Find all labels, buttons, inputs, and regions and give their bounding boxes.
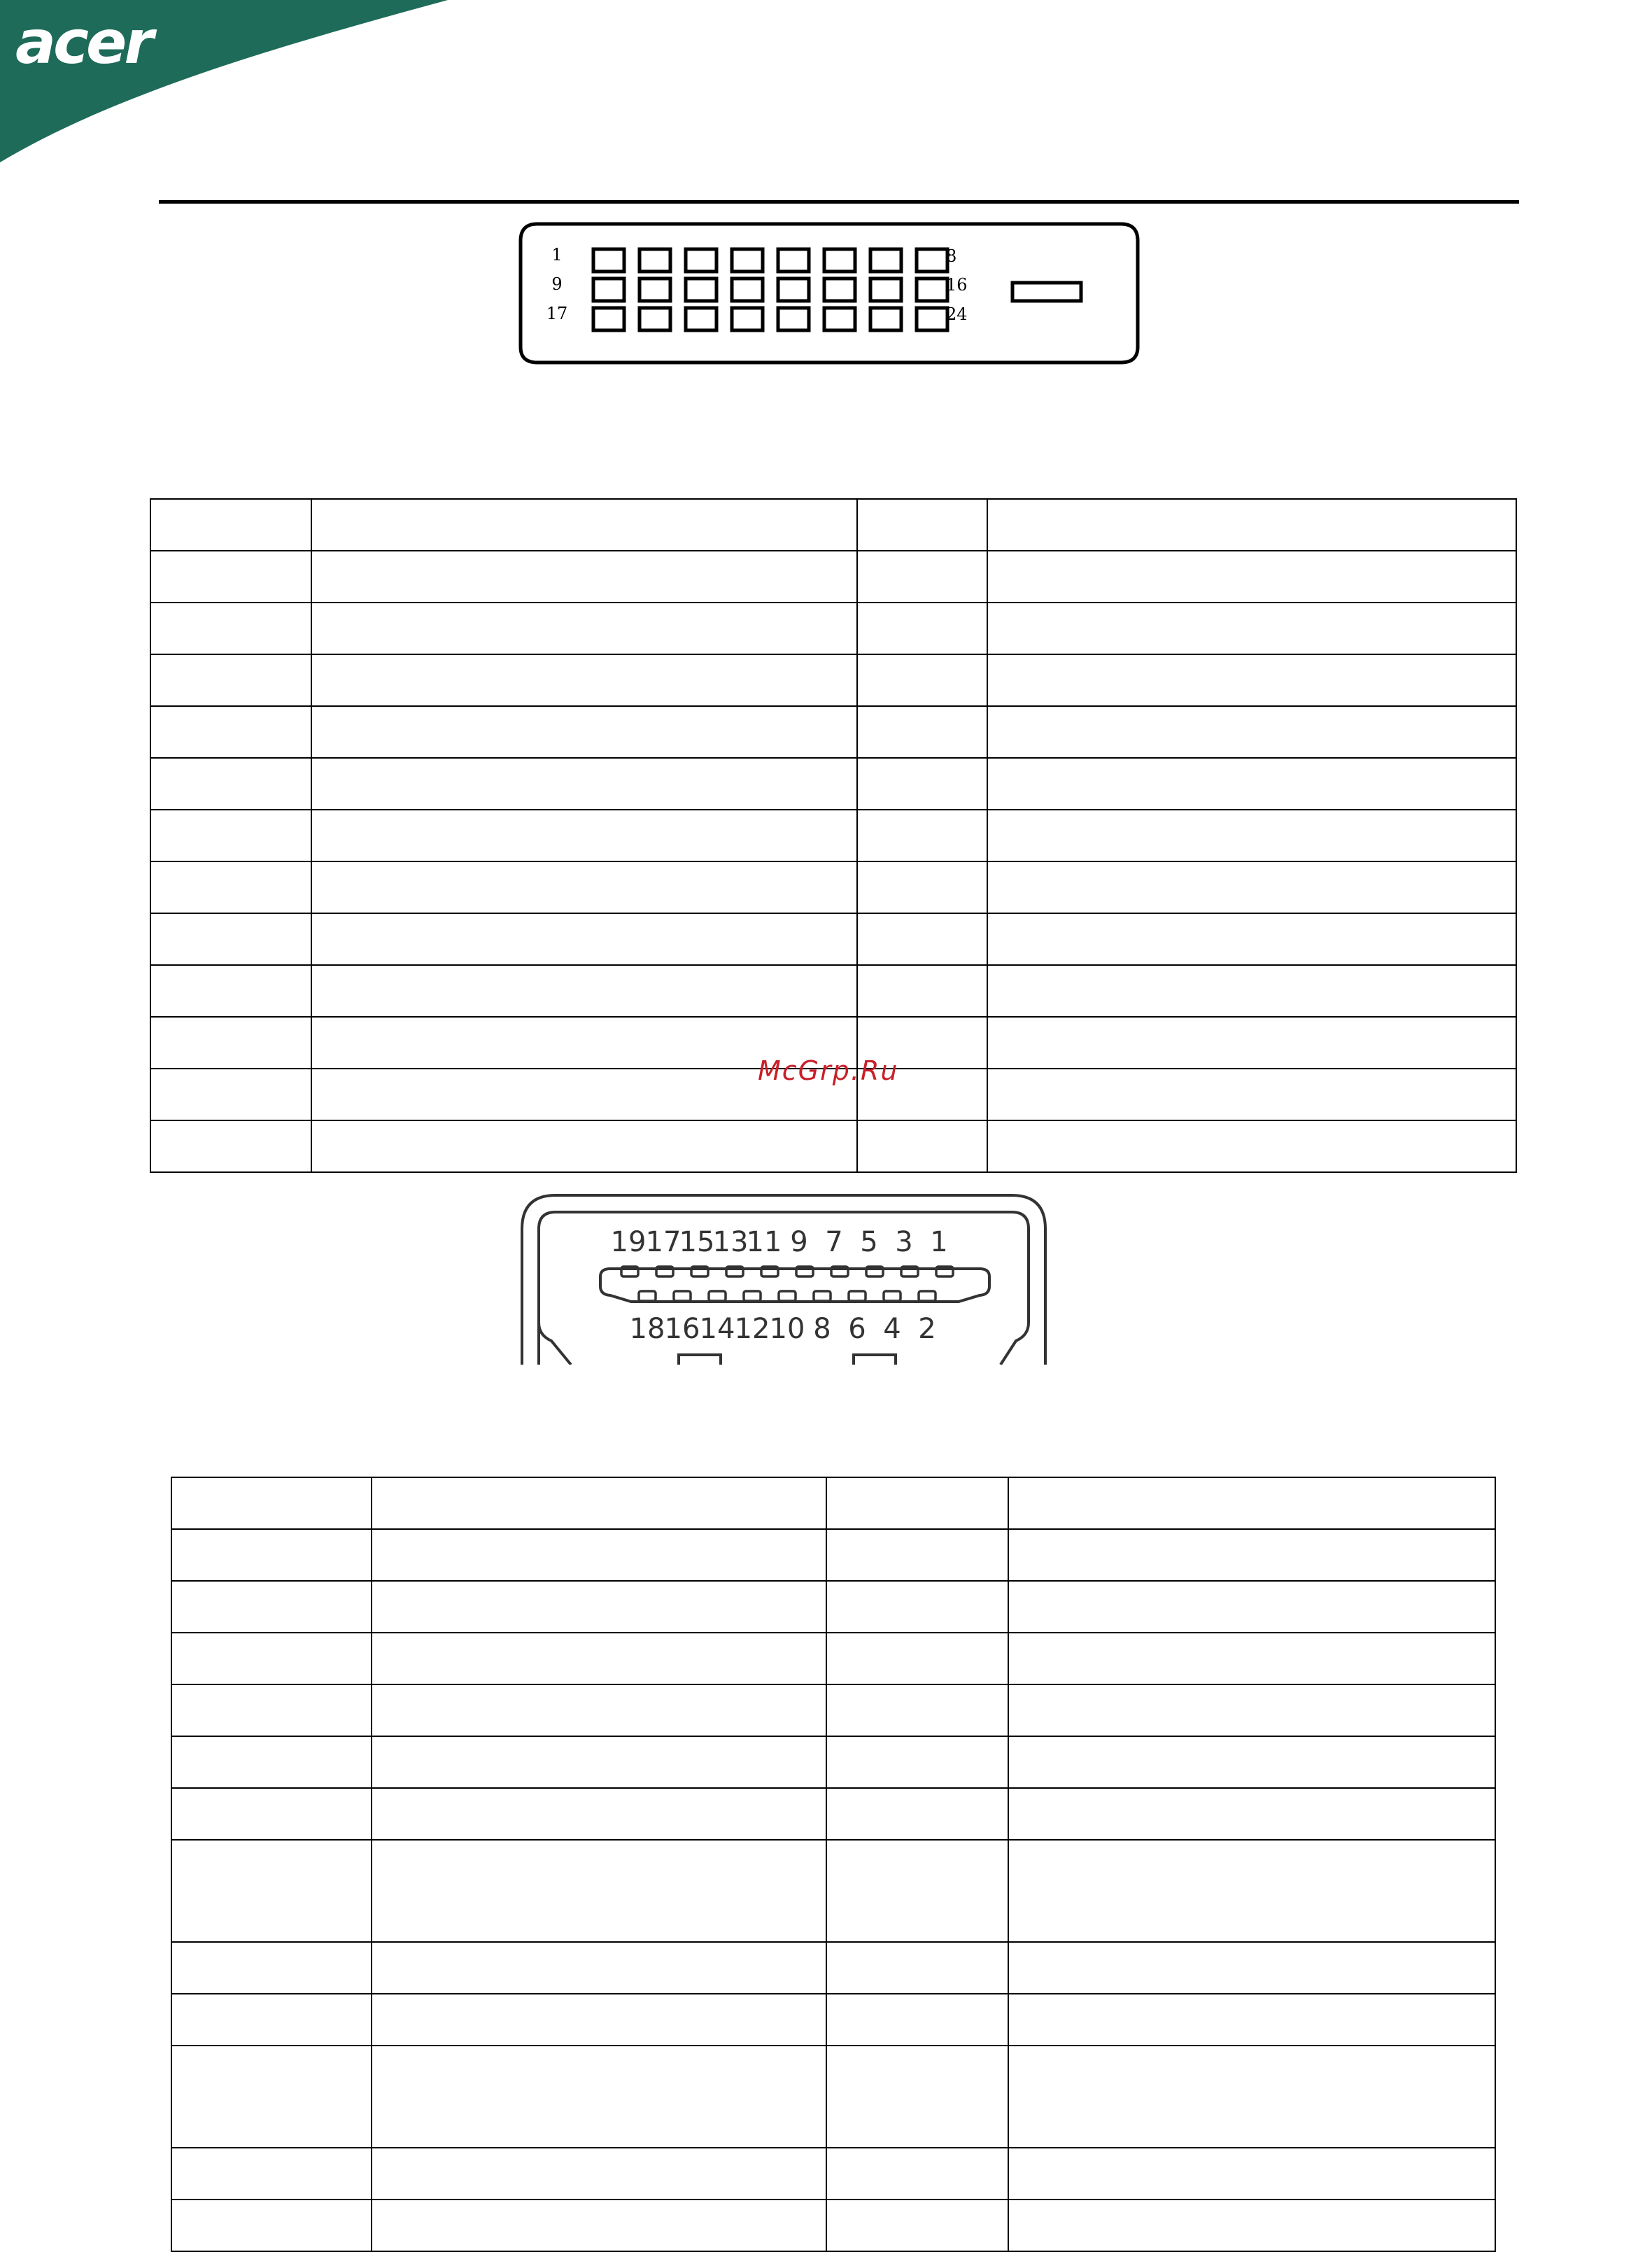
table-cell	[826, 2046, 1008, 2148]
dvi-pin	[686, 249, 716, 272]
hdmi-pin	[884, 1291, 901, 1301]
table-cell	[311, 603, 857, 654]
hdmi-bottom-pin-label: 4	[883, 1313, 901, 1345]
table-cell	[150, 810, 311, 861]
hdmi-bottom-pin-label: 18	[629, 1313, 665, 1345]
table-cell	[1008, 1840, 1495, 1942]
table-row	[150, 499, 1516, 551]
table-cell	[171, 2148, 372, 2200]
table-cell	[372, 1994, 826, 2046]
hdmi-top-pin-label: 11	[746, 1226, 782, 1258]
table-cell	[150, 1017, 311, 1069]
hdmi-top-pin-label: 7	[825, 1226, 843, 1258]
hdmi-bottom-pin-label: 12	[734, 1313, 770, 1345]
table-cell	[150, 499, 311, 551]
hdmi-shield-tab-right	[854, 1355, 896, 1365]
table-cell	[372, 1633, 826, 1684]
dvi-pin	[870, 279, 901, 301]
table-cell	[826, 2200, 1008, 2251]
hdmi-pin-assignment-table	[171, 1477, 1496, 2252]
dvi-row2-end-label: 16	[946, 275, 968, 295]
hdmi-pin	[814, 1291, 831, 1301]
table-cell	[171, 1684, 372, 1736]
dvi-connector-diagram	[518, 221, 1141, 365]
table-cell	[372, 1736, 826, 1788]
table-cell	[826, 1840, 1008, 1942]
table-cell	[372, 2148, 826, 2200]
table-row	[150, 758, 1516, 810]
dvi-row3-start-label: 17	[546, 304, 568, 323]
table-cell	[826, 1684, 1008, 1736]
table-row	[150, 965, 1516, 1017]
table-cell	[987, 654, 1516, 706]
hdmi-bottom-pin-label: 16	[664, 1313, 700, 1345]
table-cell	[826, 1994, 1008, 2046]
dvi-row3-end-label: 24	[946, 304, 968, 324]
table-cell	[826, 1529, 1008, 1581]
table-row	[150, 810, 1516, 861]
table-cell	[987, 758, 1516, 810]
table-cell	[987, 1017, 1516, 1069]
dvi-pin	[640, 249, 670, 272]
table-cell	[372, 2046, 826, 2148]
table-cell	[1008, 1736, 1495, 1788]
table-cell	[311, 861, 857, 913]
table-row	[150, 706, 1516, 758]
header-divider	[159, 200, 1519, 204]
table-cell	[1008, 1581, 1495, 1633]
dvi-ground-blade	[1012, 283, 1081, 301]
table-cell	[311, 1120, 857, 1172]
table-cell	[171, 1942, 372, 1994]
hdmi-top-pin-label: 13	[712, 1226, 749, 1258]
table-row	[171, 1633, 1495, 1684]
table-cell	[987, 810, 1516, 861]
dvi-pin	[593, 279, 624, 301]
table-cell	[987, 499, 1516, 551]
table-cell	[311, 499, 857, 551]
table-cell	[372, 1529, 826, 1581]
table-cell	[150, 1120, 311, 1172]
table-row	[171, 1529, 1495, 1581]
table-row	[150, 1120, 1516, 1172]
table-cell	[171, 1581, 372, 1633]
table-cell	[372, 1684, 826, 1736]
table-cell	[311, 706, 857, 758]
table-cell	[1008, 2200, 1495, 2251]
table-cell	[171, 2046, 372, 2148]
table-row	[171, 1942, 1495, 1994]
table-row	[171, 1736, 1495, 1788]
hdmi-bottom-pin-label: 2	[918, 1313, 936, 1345]
table-cell	[1008, 1942, 1495, 1994]
dvi-pin	[778, 279, 809, 301]
table-cell	[987, 603, 1516, 654]
table-cell	[826, 1477, 1008, 1529]
table-cell	[171, 1529, 372, 1581]
hdmi-bottom-pin-label: 8	[813, 1313, 831, 1345]
table-cell	[857, 810, 987, 861]
hdmi-connector-diagram	[518, 1190, 1064, 1365]
table-cell	[987, 551, 1516, 603]
table-cell	[150, 706, 311, 758]
table-row	[171, 1581, 1495, 1633]
table-cell	[372, 1477, 826, 1529]
dvi-pin	[640, 308, 670, 330]
table-cell	[171, 1788, 372, 1840]
table-row	[171, 1788, 1495, 1840]
table-cell	[171, 1840, 372, 1942]
table-cell	[1008, 1477, 1495, 1529]
table-cell	[857, 1120, 987, 1172]
table-cell	[171, 1736, 372, 1788]
table-cell	[1008, 1788, 1495, 1840]
table-cell	[311, 810, 857, 861]
hdmi-top-pin-label: 19	[610, 1226, 647, 1258]
table-cell	[857, 603, 987, 654]
dvi-pin	[778, 249, 809, 272]
hdmi-top-pin-label: 9	[790, 1226, 808, 1258]
acer-logo: acer	[15, 8, 151, 78]
dvi-pin	[824, 308, 855, 330]
table-cell	[987, 861, 1516, 913]
table-cell	[1008, 1684, 1495, 1736]
table-cell	[150, 965, 311, 1017]
table-row	[150, 654, 1516, 706]
hdmi-top-pin-label: 5	[860, 1226, 878, 1258]
dvi-row1-start-label: 1	[551, 245, 563, 265]
dvi-connector-outline	[521, 224, 1138, 363]
table-cell	[826, 1788, 1008, 1840]
table-cell	[372, 1840, 826, 1942]
hdmi-pin	[744, 1291, 761, 1301]
table-row	[171, 1477, 1495, 1529]
table-cell	[826, 1633, 1008, 1684]
table-row	[150, 603, 1516, 654]
dvi-pin	[686, 279, 716, 301]
table-cell	[311, 654, 857, 706]
hdmi-top-pin-label: 3	[895, 1226, 913, 1258]
table-cell	[826, 1581, 1008, 1633]
table-cell	[311, 913, 857, 965]
dvi-pin	[778, 308, 809, 330]
table-cell	[150, 551, 311, 603]
dvi-row1-end-label: 8	[946, 246, 957, 266]
dvi-pin	[917, 308, 947, 330]
table-cell	[987, 965, 1516, 1017]
table-row	[171, 1684, 1495, 1736]
table-row	[150, 551, 1516, 603]
table-cell	[150, 913, 311, 965]
table-cell	[150, 603, 311, 654]
table-cell	[1008, 1994, 1495, 2046]
table-row	[171, 1840, 1495, 1942]
table-cell	[1008, 2046, 1495, 2148]
table-cell	[150, 861, 311, 913]
dvi-pin	[870, 308, 901, 330]
hdmi-pin	[849, 1291, 866, 1301]
table-cell	[857, 499, 987, 551]
table-cell	[150, 758, 311, 810]
table-cell	[857, 861, 987, 913]
dvi-pin	[732, 279, 763, 301]
table-cell	[1008, 1529, 1495, 1581]
table-cell	[171, 1994, 372, 2046]
table-cell	[857, 551, 987, 603]
table-cell	[372, 1942, 826, 1994]
dvi-pin	[870, 249, 901, 272]
table-cell	[857, 706, 987, 758]
hdmi-bottom-pin-label: 10	[769, 1313, 805, 1345]
table-row	[171, 2200, 1495, 2251]
hdmi-shield-tab-left	[679, 1355, 721, 1365]
dvi-pin	[640, 279, 670, 301]
hdmi-bottom-pin-label: 6	[848, 1313, 866, 1345]
dvi-pin	[593, 249, 624, 272]
table-cell	[826, 1942, 1008, 1994]
hdmi-pin	[779, 1291, 796, 1301]
table-cell	[171, 1477, 372, 1529]
dvi-row2-start-label: 9	[551, 274, 563, 294]
hdmi-pin	[919, 1291, 936, 1301]
table-cell	[372, 1581, 826, 1633]
table-cell	[372, 1788, 826, 1840]
dvi-pin	[732, 308, 763, 330]
dvi-pin	[686, 308, 716, 330]
table-cell	[857, 758, 987, 810]
table-row	[171, 2148, 1495, 2200]
table-cell	[826, 1736, 1008, 1788]
table-cell	[1008, 2148, 1495, 2200]
table-cell	[311, 551, 857, 603]
hdmi-top-pin-label: 1	[930, 1226, 948, 1258]
table-cell	[987, 1069, 1516, 1120]
table-cell	[171, 1633, 372, 1684]
hdmi-pin	[709, 1291, 726, 1301]
watermark-text: McGrp.Ru	[758, 1055, 899, 1086]
dvi-pin	[917, 279, 947, 301]
table-row	[150, 913, 1516, 965]
table-cell	[987, 706, 1516, 758]
dvi-pin	[732, 249, 763, 272]
table-cell	[150, 1069, 311, 1120]
table-row	[171, 1994, 1495, 2046]
table-cell	[171, 2200, 372, 2251]
dvi-pin	[824, 249, 855, 272]
table-cell	[311, 758, 857, 810]
hdmi-top-pin-label: 17	[645, 1226, 682, 1258]
hdmi-pin	[639, 1291, 656, 1301]
dvi-pin	[824, 279, 855, 301]
dvi-pin	[917, 249, 947, 272]
table-cell	[857, 654, 987, 706]
hdmi-top-pin-label: 15	[679, 1226, 715, 1258]
table-cell	[826, 2148, 1008, 2200]
table-cell	[311, 965, 857, 1017]
table-cell	[987, 913, 1516, 965]
hdmi-pin	[674, 1291, 691, 1301]
table-cell	[987, 1120, 1516, 1172]
table-cell	[1008, 1633, 1495, 1684]
table-cell	[150, 654, 311, 706]
table-row	[150, 861, 1516, 913]
dvi-pin	[593, 308, 624, 330]
table-row	[171, 2046, 1495, 2148]
table-cell	[857, 913, 987, 965]
table-cell	[857, 965, 987, 1017]
hdmi-bottom-pin-label: 14	[699, 1313, 735, 1345]
table-cell	[372, 2200, 826, 2251]
